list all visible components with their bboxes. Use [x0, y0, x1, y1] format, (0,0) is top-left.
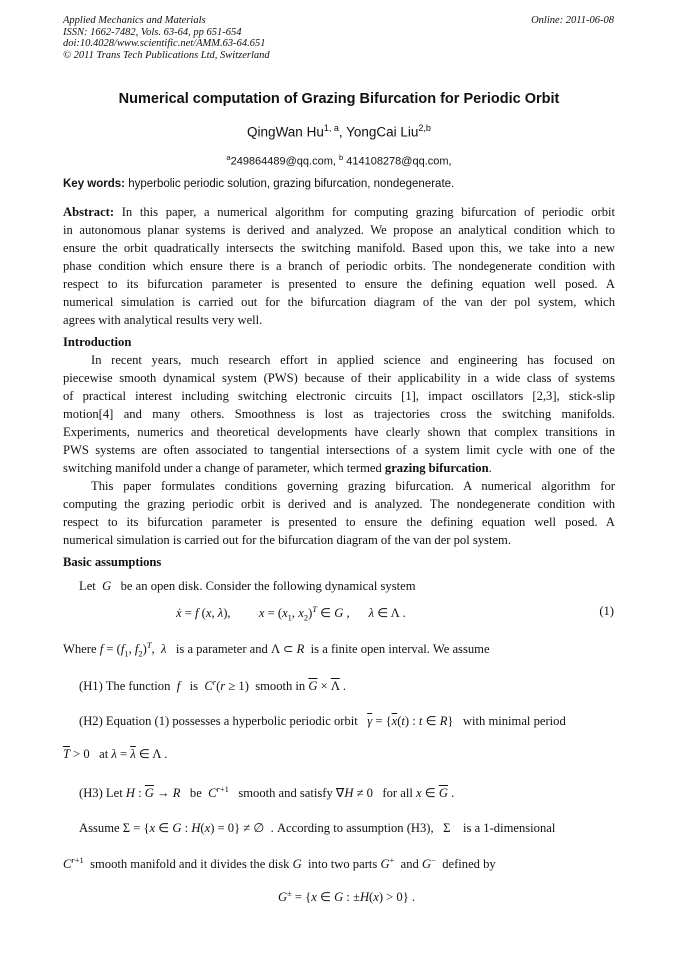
abstract-line: in autonomous planar systems is derived and analyzed. We propose an analytical condition which to	[63, 223, 615, 237]
author-2-name: YongCai Liu	[346, 124, 419, 140]
let-text-2: be an open disk. Consider the following dynamical system	[117, 579, 416, 593]
assume-text-2: . According to assumption (H3),	[270, 821, 434, 835]
basic-assumptions-heading	[63, 553, 615, 571]
abstract-label: Abstract:	[63, 205, 115, 219]
intro-line: Experiments, numerics and theoretical developments have clearly shown that complex transitions in	[63, 425, 615, 439]
intro-line: respect to its bifurcation parameter is presented to ensure the defining equation well posed. A	[63, 515, 615, 529]
intro-line: numerical simulation is carried out for the bifurcation diagram of the van der pol system.	[63, 533, 511, 547]
keywords	[63, 178, 618, 190]
h2-text: (H2) Equation (1) possesses a hyperbolic periodic orbit	[79, 714, 358, 728]
online-date: Online: 2011-06-08	[531, 15, 614, 26]
author-1-name: QingWan Hu	[247, 124, 324, 140]
intro-text: switching manifold under a change of parameter, which termed	[63, 461, 385, 475]
assume-text: Assume	[79, 821, 120, 835]
intro-line: piecewise smooth dynamical system (PWS) because of their applicability in a wide class of systems	[63, 371, 615, 385]
h3-smooth: smooth and satisfy	[235, 786, 336, 801]
intro-line: of practical interest including switching electronic circuits [1], impact oscillators [2,3], stick-slip	[63, 389, 615, 403]
where-text-2: is a parameter and	[172, 642, 272, 657]
assumption-h3: (H3) Let H : $\overline{G} \to R$ be $C^{r+1}$ smooth and satisfy ∇H ≠ 0 for all x ∈ $\overline{G}$ .	[79, 784, 455, 801]
h3-text: (H3) Let	[79, 786, 126, 801]
manifold-text-3: defined by	[439, 857, 496, 872]
equation-g-pm: G± = {x ∈ G : ±H(x) > 0} .	[278, 888, 416, 905]
h1-smooth: smooth in	[252, 679, 309, 694]
journal-name: Applied Mechanics and Materials	[63, 15, 206, 26]
intro-line: computing the grazing periodic orbit is derived and is analyzed. The nondegenerate condition with	[63, 497, 615, 511]
manifold-line: $C^{r+1}$ smooth manifold and it divides the disk G into two parts G+ and G− defined by	[63, 855, 496, 872]
let-text: Let	[79, 579, 99, 593]
intro-period: .	[488, 461, 492, 475]
author-separator: ,	[338, 124, 347, 140]
where-comma: ,	[151, 642, 158, 657]
journal-copyright: © 2011 Trans Tech Publications Ltd, Switzerland	[63, 49, 270, 61]
assumption-h2: (H2) Equation (1) possesses a hyperbolic periodic orbit $\overline{\gamma} = \{\overline{x}(t)$ : t ∈ R} with minimal period	[79, 714, 566, 728]
h1-text: (H1) The function	[79, 679, 174, 694]
paper-title: Numerical computation of Grazing Bifurcation for Periodic Orbit	[118, 91, 560, 107]
math-G: G	[98, 579, 118, 593]
intro-line: In recent years, much research effort in applied science and engineering has focused on	[91, 353, 615, 367]
author-2-affiliation: 2,b	[418, 123, 431, 133]
abstract-line	[63, 203, 615, 221]
abstract-line: phase condition which ensure there is a branch of periodic orbits. The nondegenerate condition with	[63, 259, 615, 273]
h2-text-2: with minimal period	[462, 714, 566, 728]
intro-line	[63, 459, 615, 477]
intro-line: PWS systems are often associated to tangential intersections of a system limit cycle with one of the	[63, 443, 615, 457]
where-line: Where $f = (f_1$, $f_2)^T$, λ is a parameter and Λ ⊂ R is a finite open interval. We assume	[63, 640, 490, 659]
let-line	[79, 577, 631, 595]
keywords-text: hyperbolic periodic solution, grazing bifurcation, nondegenerate.	[125, 178, 455, 190]
abstract-line: respect to its bifurcation parameter is presented to ensure the defining equation well posed. A	[63, 277, 615, 291]
equation-1: ẋ = f (x, λ), $x = (x_1$, $x_2)^T$ ∈ G , λ ∈ Λ .	[176, 604, 406, 623]
email-a[interactable]: 249864489@qq.com,	[230, 155, 339, 168]
keywords-label: Key words:	[63, 178, 125, 190]
author-list	[0, 123, 678, 140]
assume-line: Assume Σ = {x ∈ G : H(x) = 0} ≠ ∅ . According to assumption (H3), Σ is a 1-dimensional	[79, 821, 556, 835]
author-1-affiliation: 1, a	[323, 123, 339, 133]
where-text: Where	[63, 642, 100, 657]
journal-header	[63, 15, 270, 61]
manifold-and: and	[397, 857, 422, 872]
journal-doi: doi:10.4028/www.scientific.net/AMM.63-64.651	[63, 38, 266, 49]
intro-line: motion[4] and many others. Smoothness is lost as trajectories cross the switching manifolds.	[63, 407, 615, 421]
assumption-h1: (H1) The function f is $C^r(r \ge 1)$ smooth in $\overline{G} \times \overline{\Lambda}$ .	[79, 677, 346, 694]
abstract-line: agrees with analytical results very well.	[63, 313, 263, 327]
abstract-line: numerical simulation is carried out for the bifurcation diagram of the van der pol system, which	[63, 295, 615, 309]
intro-line: This paper formulates conditions governing grazing bifurcation. A numerical algorithm for	[91, 479, 615, 493]
h3-forall: for all	[379, 786, 416, 801]
assumption-h2-cont: $\overline{T} > 0$ at $\lambda = \overline{\lambda}$ ∈ Λ .	[63, 747, 168, 761]
h1-is: is	[186, 679, 202, 694]
abstract	[63, 203, 615, 329]
introduction-section	[63, 333, 615, 549]
section-heading: Basic assumptions	[63, 555, 162, 569]
where-text-3: is a finite open interval. We assume	[307, 642, 490, 657]
assume-text-3: is a 1-dimensional	[463, 821, 556, 835]
email-b[interactable]: 414108278@qq.com,	[343, 155, 452, 168]
journal-issn: ISSN: 1662-7482, Vols. 63-64, pp 651-654	[63, 26, 242, 38]
manifold-text: smooth manifold and it divides the disk	[86, 857, 293, 872]
grazing-bifurcation-term: grazing bifurcation	[384, 461, 489, 475]
h2-at: at	[96, 747, 112, 761]
abstract-text: In this paper, a numerical algorithm for computing grazing bifurcation of periodic orbit	[114, 205, 615, 219]
email-b-marker: b	[339, 153, 344, 162]
manifold-text-2: into two parts	[304, 857, 381, 872]
author-emails	[0, 153, 678, 168]
email-a-marker: a	[226, 153, 231, 162]
introduction-heading: Introduction	[63, 335, 132, 349]
equation-number: (1)	[599, 604, 614, 618]
h3-be: be	[186, 786, 205, 801]
abstract-line: ensure the orbit quadratically intersects the switching manifold. Based upon this, we take into a new	[63, 241, 615, 255]
